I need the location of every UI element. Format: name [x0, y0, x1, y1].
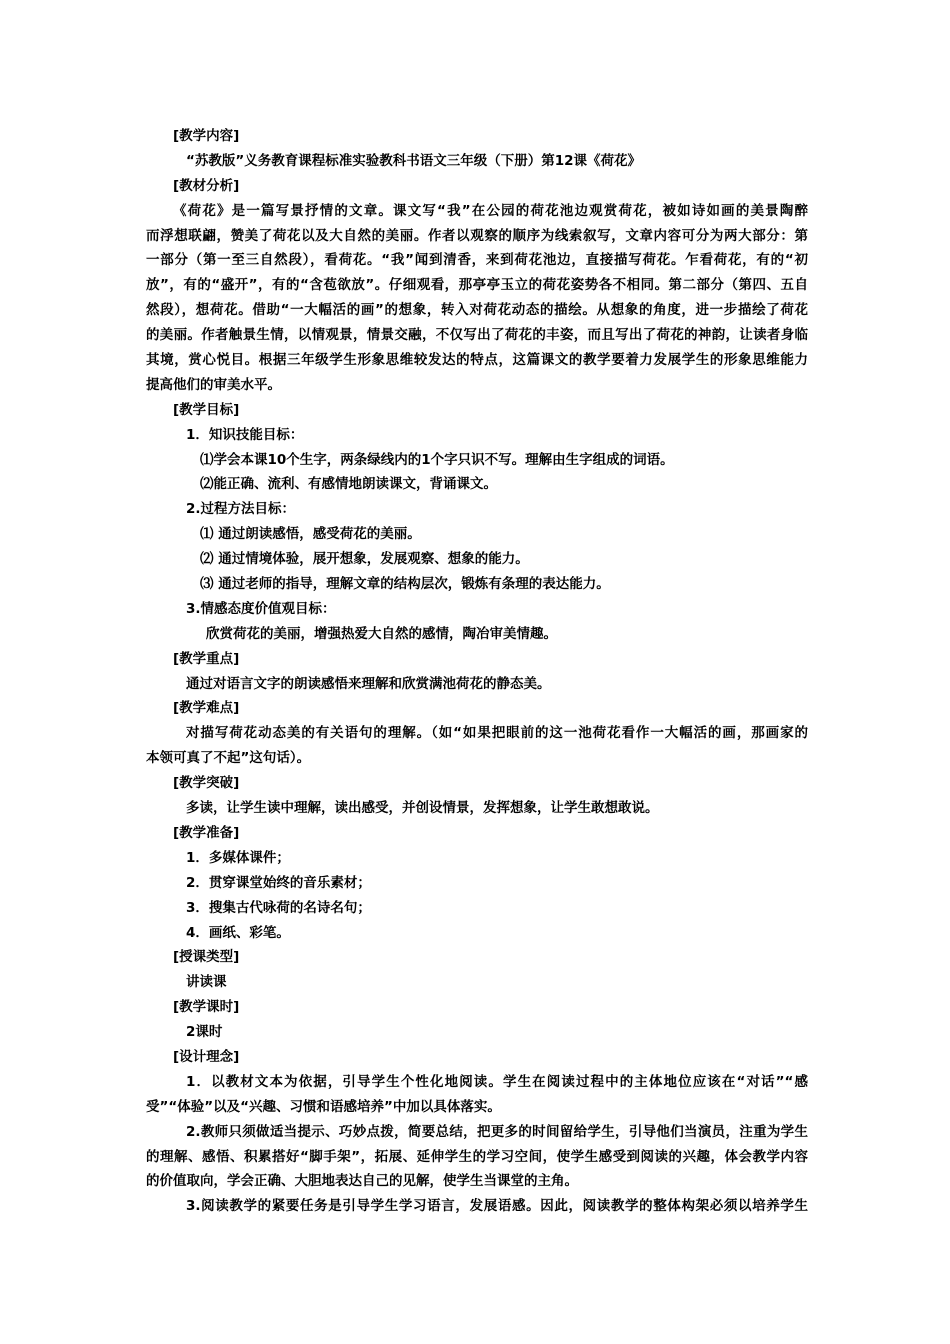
section-heading: [授课类型] [173, 949, 240, 966]
text-line: 2．贯穿课堂始终的音乐素材； [186, 874, 371, 891]
text-line: 其境，赏心悦目。根据三年级学生形象思维较发达的特点，这篇课文的教学要着力发展学生的形象思维能力 [146, 352, 808, 369]
section-heading: [教学准备] [173, 824, 240, 841]
text-line: 2.教师只须做适当提示、巧妙点拨，简要总结，把更多的时间留给学生，引导他们当演员，注重为学生 [186, 1123, 808, 1140]
text-line: 讲读课 [186, 974, 227, 991]
section-heading: [教学课时] [173, 999, 240, 1016]
text-line: 的理解、感悟、积累搭好“脚手架”，拓展、延伸学生的学习空间，使学生感受到阅读的兴趣，体会教学内容 [146, 1148, 808, 1165]
section-heading: [教学目标] [173, 401, 240, 418]
section-heading: [教学突破] [173, 775, 240, 792]
text-line: 的美丽。作者触景生情，以情观景，情景交融，不仅写出了荷花的丰姿，而且写出了荷花的神韵，让读者身临 [146, 327, 808, 344]
text-line: 然段），想荷花。借助“一大幅活的画”的想象，转入对荷花动态的描绘。从想象的角度，进一步描绘了荷花 [146, 302, 808, 319]
text-line: 受”“体验”以及“兴趣、习惯和语感培养”中加以具体落实。 [146, 1098, 501, 1115]
text-line: 本领可真了不起”这句话）。 [146, 750, 311, 767]
text-line: 而浮想联翩，赞美了荷花以及大自然的美丽。作者以观察的顺序为线索叙写，文章内容可分为两大部分：第 [146, 227, 808, 244]
text-line: ⑵ 通过情境体验，展开想象，发展观察、想象的能力。 [200, 551, 529, 568]
text-line: 一部分（第一至三自然段），看荷花。“我”闻到清香，来到荷花池边，直接描写荷花。乍看荷花，有的“初 [146, 252, 808, 269]
text-line: 的价值取向，学会正确、大胆地表达自己的见解，使学生当课堂的主角。 [146, 1173, 578, 1190]
text-line: 对描写荷花动态美的有关语句的理解。（如“如果把眼前的这一池荷花看作一大幅活的画，那画家的 [186, 725, 808, 742]
text-line: 3.情感态度价值观目标： [186, 600, 336, 617]
text-line: ⑴学会本课10个生字，两条绿线内的1个字只识不写。理解由生字组成的词语。 [200, 451, 674, 468]
text-line: ⑴ 通过朗读感悟，感受荷花的美丽。 [200, 526, 421, 543]
section-heading: [教学难点] [173, 700, 240, 717]
section-heading: [教学内容] [173, 128, 240, 144]
document-body [146, 124, 808, 1219]
text-line: 3．搜集古代咏荷的名诗名句； [186, 899, 371, 916]
text-line: 1．以教材文本为依据，引导学生个性化地阅读。学生在阅读过程中的主体地位应该在“对话”“感 [186, 1073, 808, 1090]
section-heading: [教学重点] [173, 650, 240, 667]
section-heading: [设计理念] [173, 1048, 240, 1065]
text-line: 放”，有的“盛开”，有的“含苞欲放”。仔细观看，那亭亭玉立的荷花姿势各不相同。第二部分（第四、五自 [146, 277, 808, 294]
text-line: 4．画纸、彩笔。 [186, 924, 290, 941]
text-line: 1．多媒体课件； [186, 849, 290, 866]
text-line: 3.阅读教学的紧要任务是引导学生学习语言，发展语感。因此，阅读教学的整体构架必须以培养学生 [186, 1198, 808, 1215]
text-line: 《荷花》是一篇写景抒情的文章。课文写“我”在公园的荷花池边观赏荷花，被如诗如画的美景陶醉 [173, 202, 808, 219]
text-line: “苏教版”义务教育课程标准实验教科书语文三年级（下册）第12课《荷花》 [186, 152, 642, 169]
text-line: 欣赏荷花的美丽，增强热爱大自然的感情，陶冶审美情趣。 [206, 625, 557, 642]
text-line: 提高他们的审美水平。 [146, 376, 281, 393]
text-line: 多读，让学生读中理解，读出感受，并创设情景，发挥想象，让学生敢想敢说。 [186, 800, 659, 817]
section-heading: [教材分析] [173, 177, 240, 194]
text-line: 2课时 [186, 1024, 223, 1041]
text-line: ⑵能正确、流利、有感情地朗读课文，背诵课文。 [200, 476, 497, 493]
text-line: ⑶ 通过老师的指导，理解文章的结构层次，锻炼有条理的表达能力。 [200, 576, 610, 593]
text-line: 通过对语言文字的朗读感悟来理解和欣赏满池荷花的静态美。 [186, 675, 551, 692]
text-line: 2.过程方法目标： [186, 501, 296, 518]
text-line: 1．知识技能目标： [186, 426, 304, 443]
